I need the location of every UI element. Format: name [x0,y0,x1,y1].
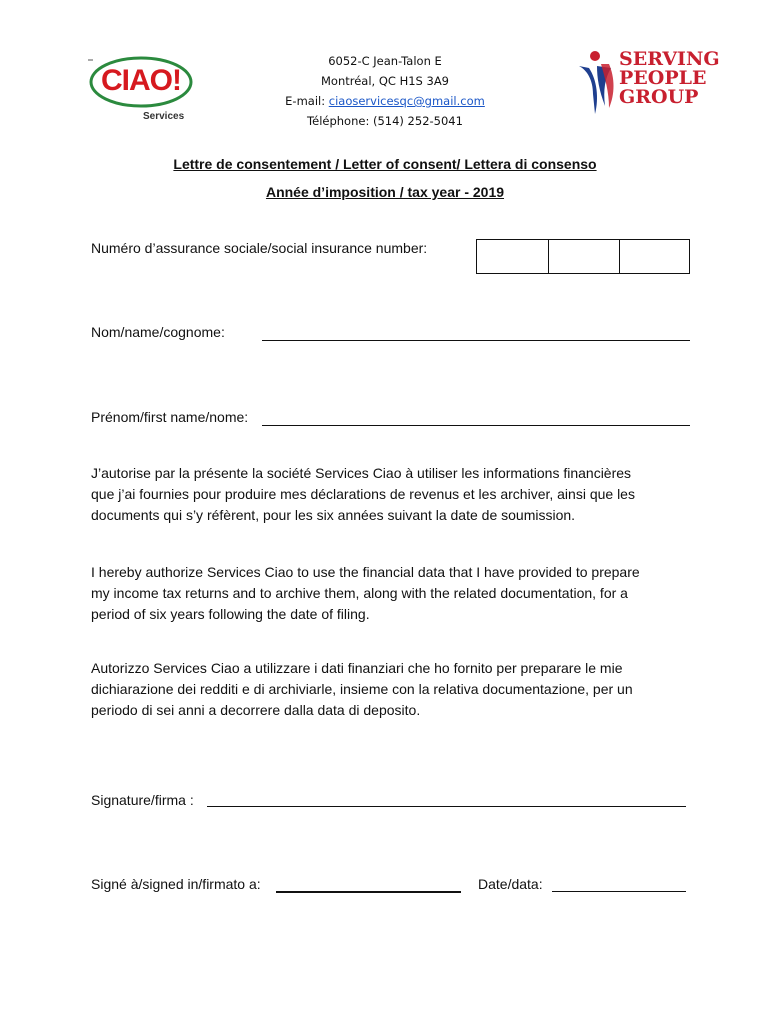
date-label: Date/data: [478,876,543,892]
consent-paragraph-fr [91,463,691,526]
sin-input-group[interactable] [476,239,690,274]
logo-right-line3: GROUP [619,86,699,108]
date-field[interactable] [552,891,686,892]
email-link[interactable]: ciaoservicesqc@gmail.com [328,94,485,108]
signature-field[interactable] [207,806,686,807]
sin-box-divider [548,240,549,273]
firstname-label: Prénom/first name/nome: [91,409,249,425]
paragraph-line: que j’ai fournies pour produire mes déclarations de revenus et les archiver, ainsi que les [91,486,635,502]
signature-label: Signature/firma : [91,792,194,808]
paragraph-line: Autorizzo Services Ciao a utilizzare i dati finanziari che ho fornito per preparare le mie [91,660,623,676]
signed-at-field[interactable] [276,891,461,893]
name-label: Nom/name/cognome: [91,324,225,340]
logo-right-line2: PEOPLE [619,67,707,89]
tax-year-subtitle: Année d’imposition / tax year - 2019 [265,184,505,200]
address-street: 6052-C Jean-Talon E [328,54,442,68]
address-email [260,91,510,111]
page-title: Lettre de consentement / Letter of consent/ Lettera di consenso [173,156,597,172]
sin-label: Numéro d’assurance sociale/social insurance number: [91,240,428,256]
paragraph-line: J’autorise par la présente la société Services Ciao à utiliser les informations financières [91,465,632,481]
sin-box-divider [619,240,620,273]
address-block [260,51,510,131]
paragraph-line: periodo di sei anni a decorrere dalla data di deposito. [91,702,421,718]
consent-paragraph-it [91,658,691,721]
firstname-field[interactable] [262,425,690,426]
consent-paragraph-en [91,562,691,625]
paragraph-line: period of six years following the date of filing. [91,606,370,622]
name-field[interactable] [262,340,690,341]
ciao-logo [85,52,197,126]
paragraph-line: my income tax returns and to archive them, along with the related documentation, for a [91,585,628,601]
person-figure-icon [575,48,623,120]
address-phone: Téléphone: (514) 252-5041 [307,114,463,128]
serving-people-group-logo [575,48,720,120]
address-city: Montréal, QC H1S 3A9 [320,74,450,88]
logo-right-line1: SERVING [619,48,720,70]
ciao-logo-brand: CIAO! [101,64,181,97]
ciao-logo-sub: Services [143,111,185,122]
paragraph-line: dichiarazione dei redditi e di archiviarle, insieme con la relativa documentazione, per un [91,681,633,697]
email-label: E-mail: [285,94,329,108]
paragraph-line: I hereby authorize Services Ciao to use the financial data that I have provided to prepare [91,564,640,580]
paragraph-line: documents qui s’y réfèrent, pour les six années suivant la date de soumission. [91,507,576,523]
signed-at-label: Signé à/signed in/firmato a: [91,876,261,892]
